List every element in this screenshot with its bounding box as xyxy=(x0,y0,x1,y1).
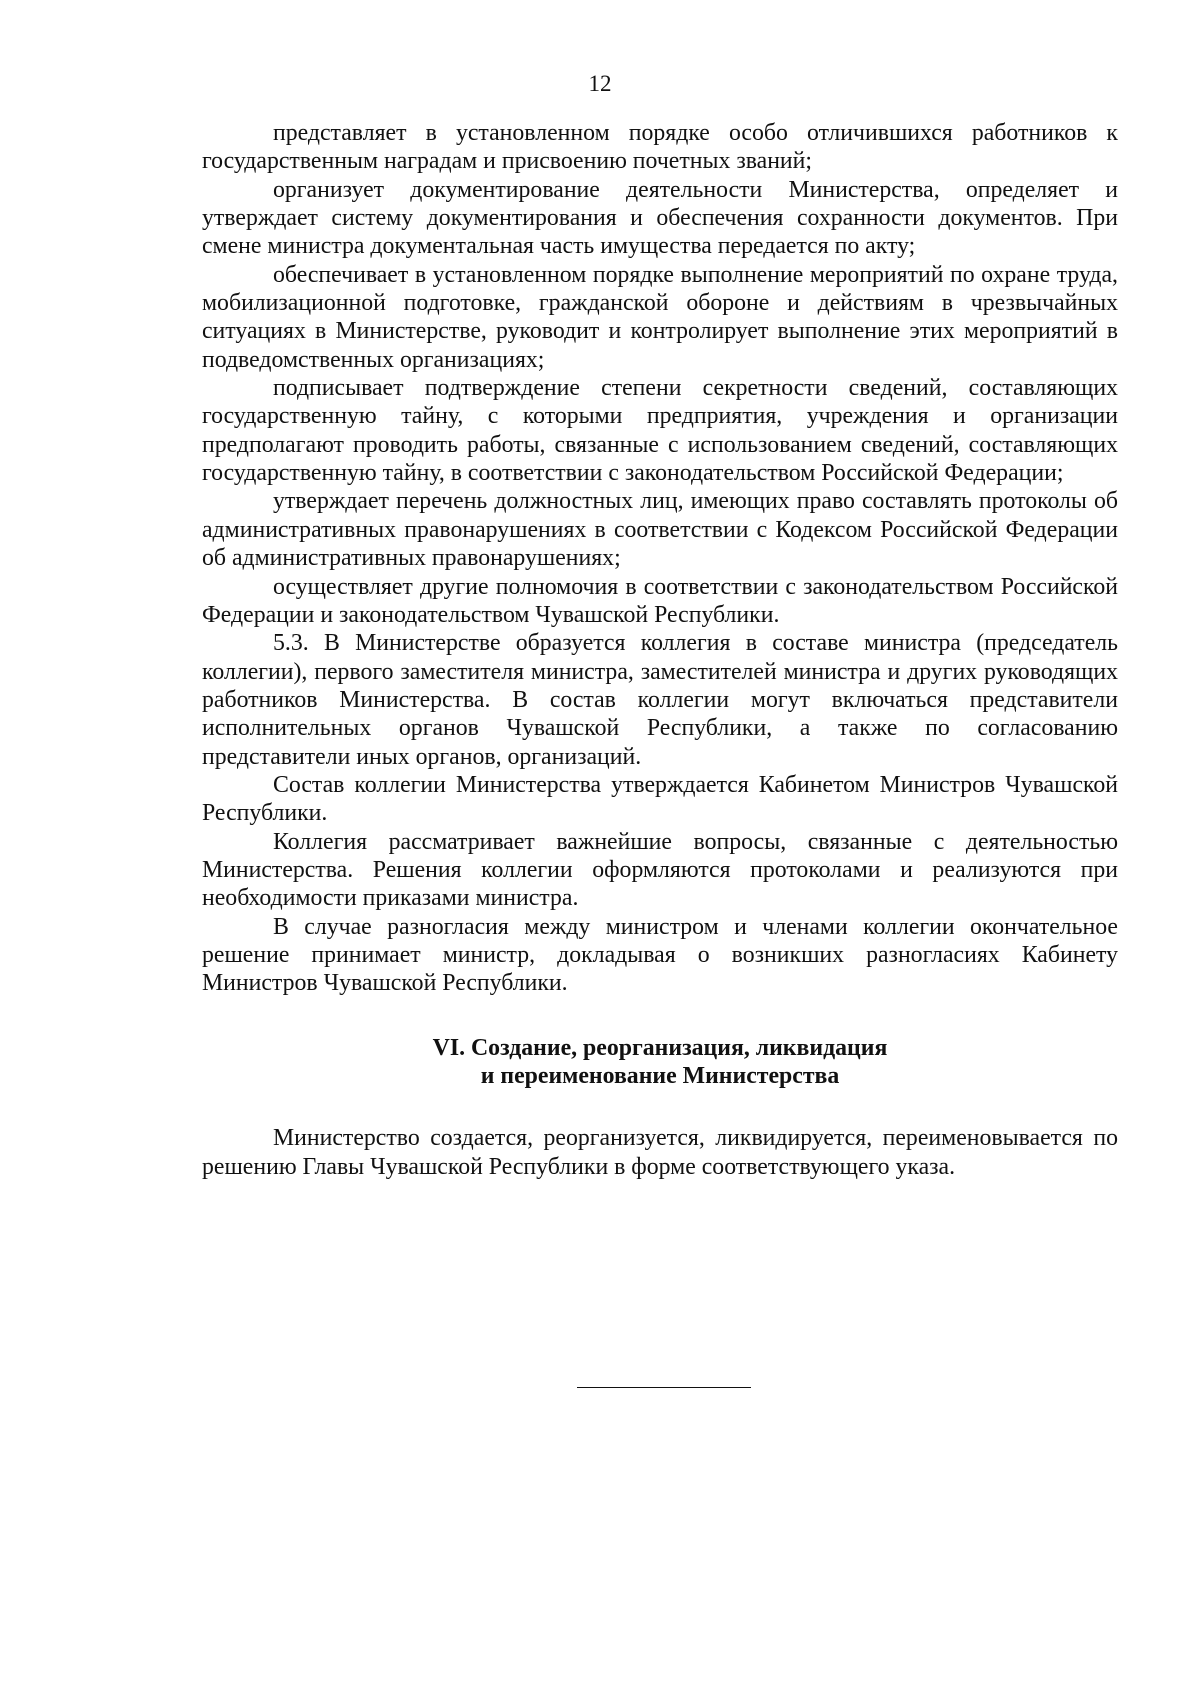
paragraph-collegium-issues: Коллегия рассматривает важнейшие вопросы, связанные с деятельностью Министерства. Решения коллегии оформляются протоколами и реализуются при необходимости приказами министра. xyxy=(202,828,1118,912)
paragraph-documentation: организует документирование деятельности Министерства, определяет и утверждает систему документирования и обеспечения сохранности документов. При смене министра документальная часть имущества передается по акту; xyxy=(202,176,1118,260)
paragraph-collegium-disagreement: В случае разногласия между министром и членами коллегии окончательное решение принимает министр, докладывая о возникших разногласиях Кабинету Министров Чувашской Республики. xyxy=(202,913,1118,997)
paragraph-state-secret: подписывает подтверждение степени секретности сведений, составляющих государственную тайну, с которыми предприятия, учреждения и организации предполагают проводить работы, связанные с использованием сведений, составляющих государственную тайну, в соответствии с законодательством Российской Федерации; xyxy=(202,375,1118,487)
paragraph-collegium-approval: Состав коллегии Министерства утверждается Кабинетом Министров Чувашской Республики. xyxy=(202,771,1118,827)
paragraph-state-awards: представляет в установленном порядке особо отличившихся работников к государственным наградам и присвоению почетных званий; xyxy=(202,120,1118,175)
section-heading-line-2: и переименование Министерства xyxy=(480,1063,840,1089)
section-heading-line-1: VI. Создание, реорганизация, ликвидация xyxy=(432,1034,888,1061)
paragraph-ministry-creation: Министерство создается, реорганизуется, ликвидируется, переименовывается по решению Главы Чувашской Республики в форме соответствующего указа. xyxy=(202,1125,1118,1180)
page-number: 12 xyxy=(588,71,612,96)
paragraph-collegium-composition: 5.3. В Министерстве образуется коллегия в составе министра (председатель коллегии), первого заместителя министра, заместителей министра и других руководящих работников Министерства. В состав коллегии могут включаться представители исполнительных органов Чувашской Республики, а также по согласованию представители иных органов, организаций. xyxy=(202,630,1118,770)
section-heading xyxy=(202,1034,1118,1091)
paragraph-other-powers: осуществляет другие полномочия в соответствии с законодательством Российской Федерации и законодательством Чувашской Республики. xyxy=(202,573,1118,628)
paragraph-labor-protection: обеспечивает в установленном порядке выполнение мероприятий по охране труда, мобилизационной подготовке, гражданской обороне и действиям в чрезвычайных ситуациях в Министерстве, руководит и контролирует выполнение этих мероприятий в подведомственных организациях; xyxy=(202,261,1118,373)
document-body xyxy=(202,119,1118,1181)
paragraph-officials-list: утверждает перечень должностных лиц, имеющих право составлять протоколы об административных правонарушениях в соответствии с Кодексом Российской Федерации об административных правонарушениях; xyxy=(202,488,1118,572)
end-of-document-rule xyxy=(577,1387,751,1388)
